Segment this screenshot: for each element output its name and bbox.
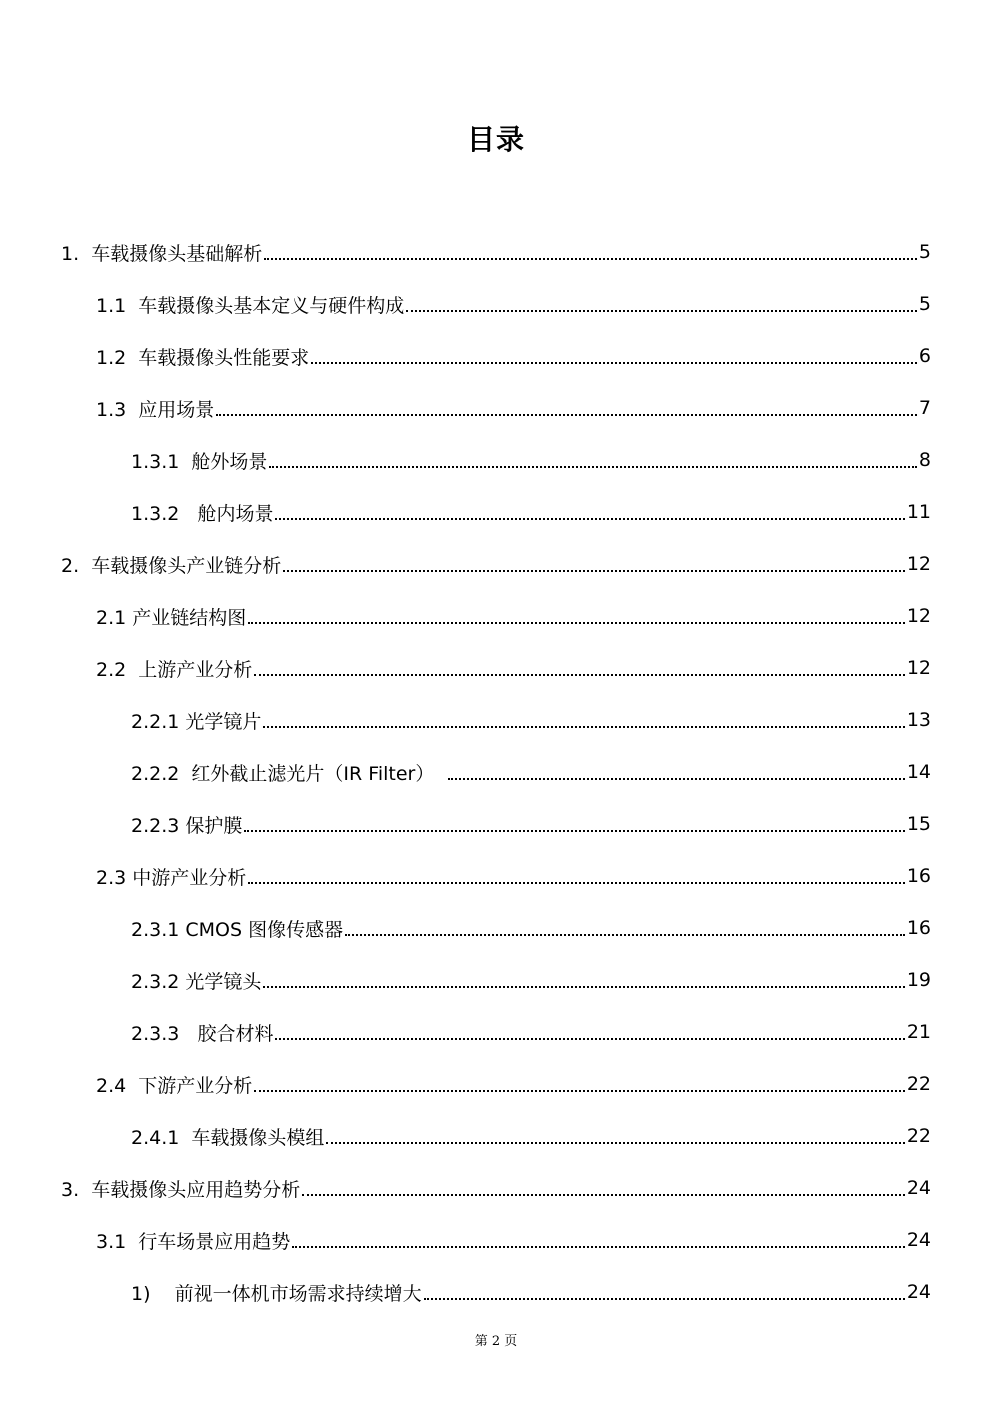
toc-dot-leader xyxy=(424,1279,905,1300)
toc-dot-leader xyxy=(345,915,905,936)
toc-page-number: 13 xyxy=(906,709,931,731)
toc-dot-leader xyxy=(216,395,917,416)
toc-dot-leader xyxy=(248,603,905,624)
toc-dot-leader xyxy=(264,239,917,260)
toc-entry-text: 2.2 上游产业分析 xyxy=(96,658,253,681)
toc-dot-leader xyxy=(263,707,904,728)
toc-entry[interactable] xyxy=(0,226,992,278)
toc-entry-text: 2.3 中游产业分析 xyxy=(96,866,247,889)
toc-page-number: 12 xyxy=(906,657,931,679)
toc-entry[interactable] xyxy=(0,954,992,1006)
toc-entry[interactable] xyxy=(0,798,992,850)
toc-entry-text: 2.4 下游产业分析 xyxy=(96,1074,253,1097)
toc-page-number: 5 xyxy=(918,241,931,263)
toc-page-number: 8 xyxy=(918,449,931,471)
toc-entry-text: 2.3.1 CMOS 图像传感器 xyxy=(131,918,344,941)
toc-entry-text: 2.3.3 胶合材料 xyxy=(131,1022,274,1045)
toc-entry[interactable] xyxy=(0,434,992,486)
toc-page-number: 24 xyxy=(906,1229,931,1251)
toc-entry-text: 1) 前视一体机市场需求持续增大 xyxy=(131,1282,422,1305)
toc-entry[interactable] xyxy=(0,278,992,330)
toc-entry-text: 1.1 车载摄像头基本定义与硬件构成 xyxy=(96,294,405,317)
toc-dot-leader xyxy=(244,811,904,832)
toc-entry[interactable] xyxy=(0,1058,992,1110)
toc-entry[interactable] xyxy=(0,694,992,746)
toc-page-number: 5 xyxy=(918,293,931,315)
toc-dot-leader xyxy=(302,1175,905,1196)
toc-page-number: 16 xyxy=(906,865,931,887)
toc-entry[interactable] xyxy=(0,1110,992,1162)
toc-entry-text: 2.4.1 车载摄像头模组 xyxy=(131,1126,325,1149)
toc-entry-text: 1.3 应用场景 xyxy=(96,398,215,421)
toc-entry-text: 2.2.2 红外截止滤光片（IR Filter） xyxy=(131,762,447,785)
toc-dot-leader xyxy=(275,499,904,520)
toc-entry-text: 2.2.1 光学镜片 xyxy=(131,710,262,733)
toc-dot-leader xyxy=(292,1227,905,1248)
toc-entry[interactable] xyxy=(0,330,992,382)
toc-entry[interactable] xyxy=(0,1214,992,1266)
toc-entry-text: 1.3.1 舱外场景 xyxy=(131,450,268,473)
toc-page-number: 6 xyxy=(918,345,931,367)
toc-entry[interactable] xyxy=(0,486,992,538)
toc-dot-leader xyxy=(448,759,904,780)
toc-entry[interactable] xyxy=(0,1266,992,1318)
toc-page-number: 11 xyxy=(906,501,931,523)
toc-page-number: 16 xyxy=(906,917,931,939)
toc-entry[interactable] xyxy=(0,1006,992,1058)
toc-dot-leader xyxy=(263,967,904,988)
toc-page-number: 15 xyxy=(906,813,931,835)
toc-dot-leader xyxy=(275,1019,904,1040)
toc-dot-leader xyxy=(254,655,905,676)
toc-page-number: 22 xyxy=(906,1073,931,1095)
toc-entry[interactable] xyxy=(0,642,992,694)
toc-entry[interactable] xyxy=(0,590,992,642)
toc-dot-leader xyxy=(326,1123,904,1144)
toc-entry[interactable] xyxy=(0,746,992,798)
toc-entry-text: 1.3.2 舱内场景 xyxy=(131,502,274,525)
toc-entry[interactable] xyxy=(0,850,992,902)
toc-dot-leader xyxy=(269,447,916,468)
toc-dot-leader xyxy=(254,1071,905,1092)
toc-entry-text: 3. 车载摄像头应用趋势分析 xyxy=(61,1178,301,1201)
toc-entry[interactable] xyxy=(0,538,992,590)
toc-entry[interactable] xyxy=(0,902,992,954)
toc-list xyxy=(0,226,992,1318)
toc-page-number: 12 xyxy=(906,605,931,627)
toc-page-number: 19 xyxy=(906,969,931,991)
toc-dot-leader xyxy=(283,551,905,572)
toc-dot-leader xyxy=(406,291,917,312)
toc-entry-text: 1.2 车载摄像头性能要求 xyxy=(96,346,310,369)
toc-dot-leader xyxy=(311,343,917,364)
toc-title: 目录 xyxy=(466,123,525,156)
toc-entry-text: 2.3.2 光学镜头 xyxy=(131,970,262,993)
toc-entry-text: 3.1 行车场景应用趋势 xyxy=(96,1230,291,1253)
toc-page-number: 24 xyxy=(906,1177,931,1199)
toc-dot-leader xyxy=(248,863,905,884)
toc-entry-text: 2. 车载摄像头产业链分析 xyxy=(61,554,282,577)
toc-page-number: 14 xyxy=(906,761,931,783)
toc-page-number: 12 xyxy=(906,553,931,575)
toc-entry-text: 2.2.3 保护膜 xyxy=(131,814,243,837)
page-footer: 第 2 页 xyxy=(474,1334,518,1349)
toc-entry-text: 2.1 产业链结构图 xyxy=(96,606,247,629)
toc-entry-text: 1. 车载摄像头基础解析 xyxy=(61,242,263,265)
toc-page-number: 21 xyxy=(906,1021,931,1043)
toc-entry[interactable] xyxy=(0,382,992,434)
toc-page-number: 24 xyxy=(906,1281,931,1303)
toc-page-number: 7 xyxy=(918,397,931,419)
toc-page-number: 22 xyxy=(906,1125,931,1147)
toc-entry[interactable] xyxy=(0,1162,992,1214)
